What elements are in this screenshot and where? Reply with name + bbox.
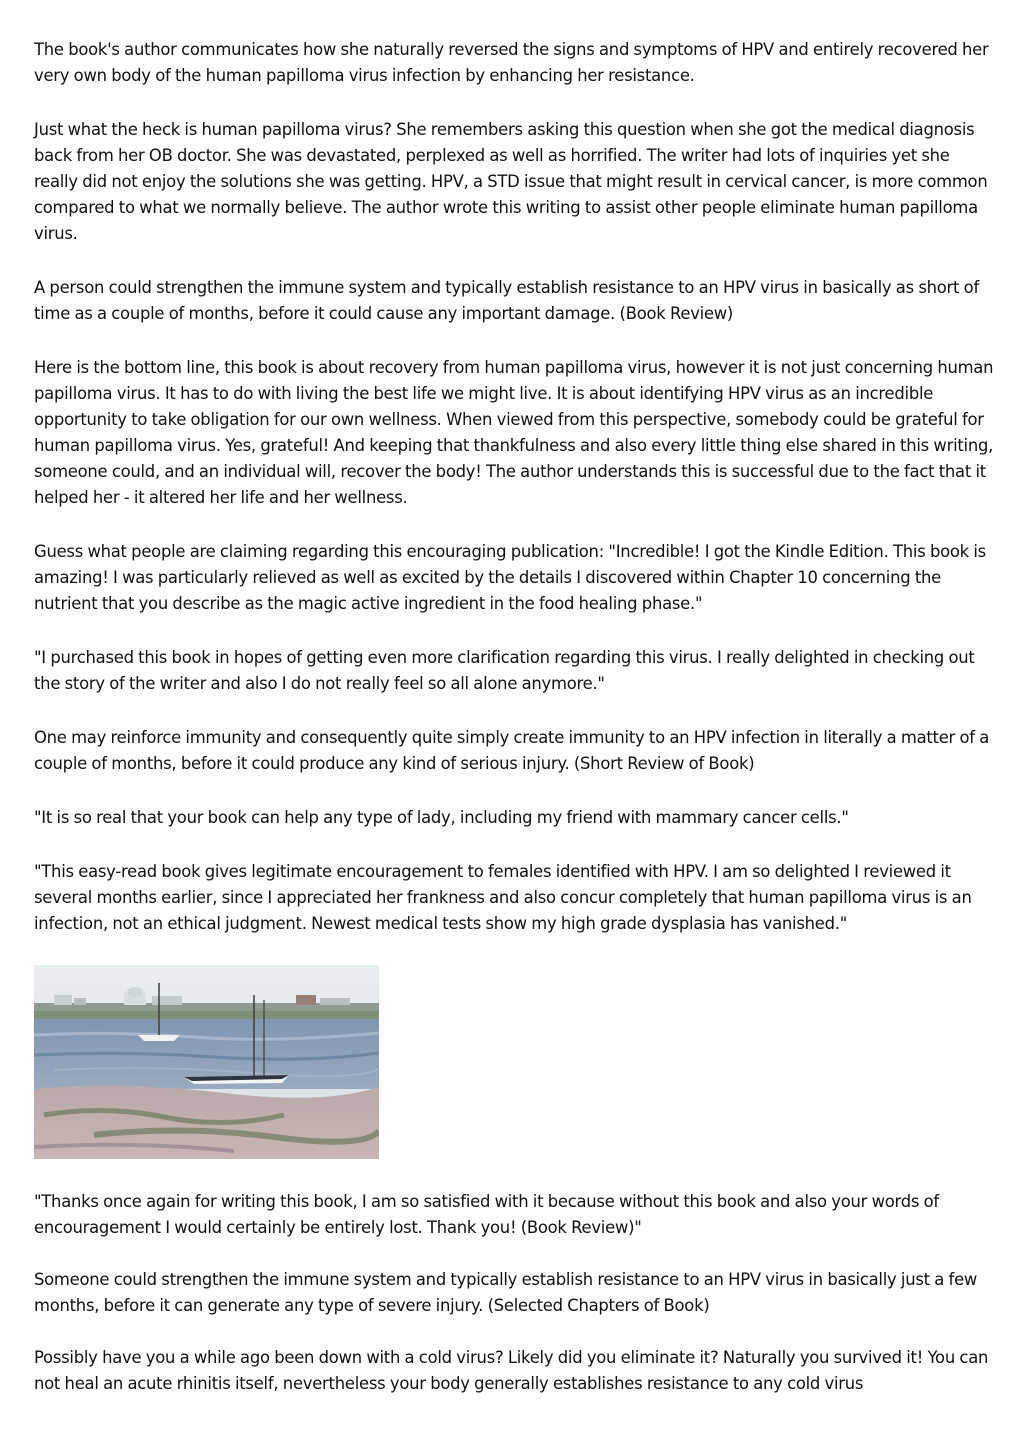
harbor-painting-image: [34, 965, 379, 1159]
paragraph-7: One may reinforce immunity and consequently quite simply create immunity to an HPV infection in literally a matter of a couple of months, before it could produce any kind of serious injury. (Short Review of Book): [34, 728, 990, 773]
paragraph-3: A person could strengthen the immune system and typically establish resistance to an HPV virus in basically as short of time as a couple of months, before it could cause any important damage. (Book Review): [34, 278, 979, 323]
document-page: [34, 37, 994, 1423]
paragraph-1: The book's author communicates how she naturally reversed the signs and symptoms of HPV and entirely recovered her very own body of the human papilloma virus infection by enhancing her resistance.: [34, 40, 989, 85]
paragraph-10: "Thanks once again for writing this book, I am so satisfied with it because without this book and also your words of encouragement I would certainly be entirely lost. Thank you! (Book Review)": [34, 1192, 939, 1237]
paragraph-9: "This easy-read book gives legitimate encouragement to females identified with HPV. I am so delighted I reviewed it several months earlier, since I appreciated her frankness and also concur completely that human papilloma virus is an infection, not an ethical judgment. Newest medical tests show my high grade dysplasia has vanished.": [34, 862, 972, 933]
paragraph-4: Here is the bottom line, this book is about recovery from human papilloma virus, however it is not just concerning human papilloma virus. It has to do with living the best life we might live. It is about identifying HPV virus as an incredible opportunity to take obligation for our own wellness. When viewed from this perspective, somebody could be grateful for human papilloma virus. Yes, grateful! And keeping that thankfulness and also every little thing else shared in this writing, someone could, and an individual will, recover the body! The author understands this is successful due to the fact that it helped her - it altered her life and her wellness.: [34, 358, 994, 507]
paragraph-8: "It is so real that your book can help any type of lady, including my friend with mammary cancer cells.": [34, 808, 849, 827]
paragraph-5: Guess what people are claiming regarding this encouraging publication: "Incredible! I got the Kindle Edition. This book is amazing! I was particularly relieved as well as excited by the details I discovered within Chapter 10 concerning the nutrient that you describe as the magic active ingredient in the food healing phase.": [34, 542, 986, 613]
paragraph-6: "I purchased this book in hopes of getting even more clarification regarding this virus. I really delighted in checking out the story of the writer and also I do not really feel so all alone anymore.": [34, 648, 975, 693]
paragraph-12: Possibly have you a while ago been down with a cold virus? Likely did you eliminate it? Naturally you survived it! You can not heal an acute rhinitis itself, nevertheless your body generally establishes resistance to any cold virus: [34, 1348, 989, 1393]
paragraph-11: Someone could strengthen the immune system and typically establish resistance to an HPV virus in basically just a few months, before it can generate any type of severe injury. (Selected Chapters of Book): [34, 1270, 978, 1315]
paragraph-2: Just what the heck is human papilloma virus? She remembers asking this question when she got the medical diagnosis back from her OB doctor. She was devastated, perplexed as well as horrified. The writer had lots of inquiries yet she really did not enjoy the solutions she was getting. HPV, a STD issue that might result in cervical cancer, is more common compared to what we normally believe. The author wrote this writing to assist other people eliminate human papilloma virus.: [34, 120, 988, 243]
